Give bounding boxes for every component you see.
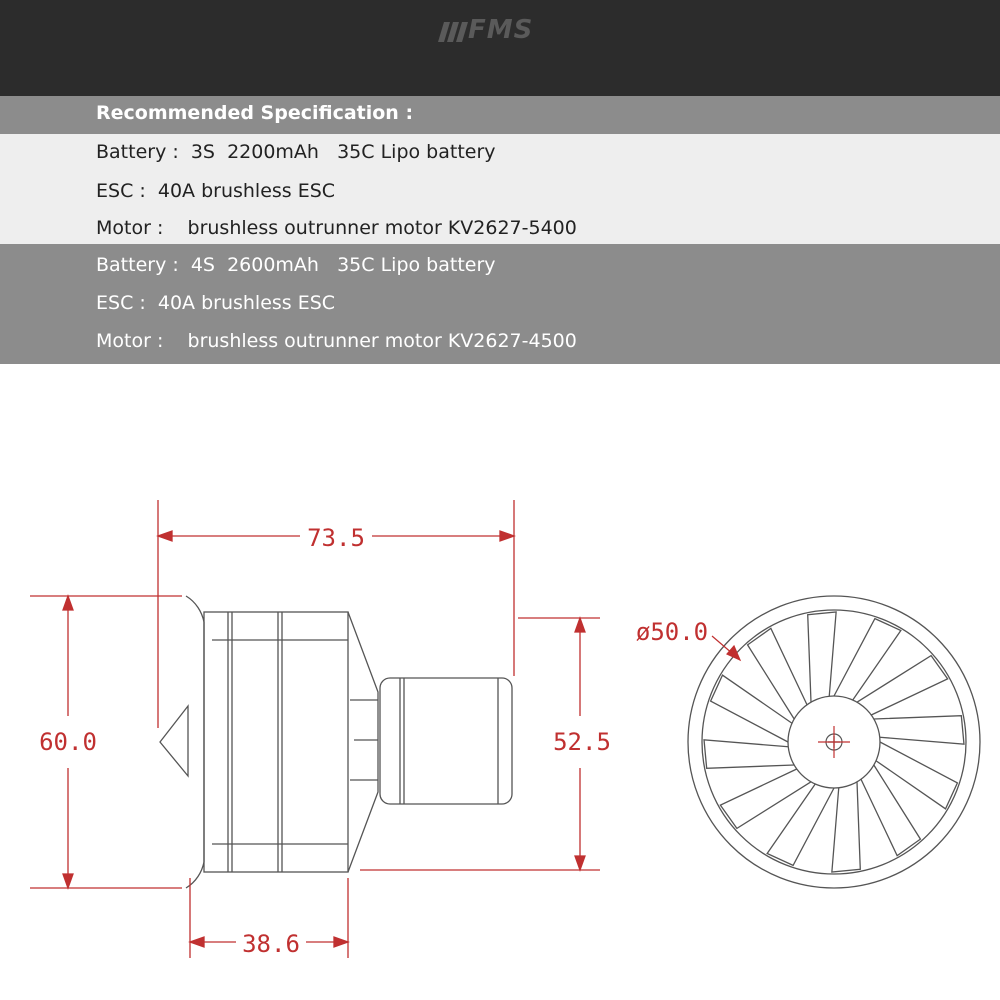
spec-4s-esc: ESC : 40A brushless ESC	[96, 292, 336, 314]
fan-blade	[711, 675, 792, 742]
brand-logo: FMS	[468, 15, 534, 45]
fan-blade	[876, 742, 957, 809]
side-view	[160, 596, 512, 888]
side-dimensions	[30, 500, 600, 958]
spinner-cone	[160, 706, 188, 776]
fan-blade	[748, 628, 807, 719]
spec-4s-motor: Motor : brushless outrunner motor KV2627-4500	[96, 330, 577, 352]
fan-blade	[834, 619, 901, 700]
fan-housing	[204, 612, 348, 872]
spec-3s-esc: ESC : 40A brushless ESC	[96, 180, 336, 202]
spec-3s-battery: Battery : 3S 2200mAh 35C Lipo battery	[96, 141, 496, 163]
fan-blade	[808, 612, 836, 702]
fan-blade	[861, 765, 920, 856]
tail-cone	[348, 612, 378, 872]
dim-height-label: 60.0	[39, 728, 97, 756]
fan-blade	[857, 656, 948, 715]
fan-blade	[832, 782, 860, 872]
dim-diameter-label: ø50.0	[635, 618, 709, 646]
fan-blade	[704, 740, 794, 768]
dim-shroud-label: 38.6	[242, 930, 300, 958]
spec-4s-battery: Battery : 4S 2600mAh 35C Lipo battery	[96, 254, 496, 276]
fan-blade	[767, 784, 834, 865]
fan-blade	[720, 769, 811, 828]
dim-length-label: 73.5	[307, 524, 365, 552]
dim-inner-label: 52.5	[553, 728, 611, 756]
spec-3s-motor: Motor : brushless outrunner motor KV2627-5400	[96, 217, 577, 239]
fms-logo-icon	[436, 20, 470, 44]
fan-blade	[874, 716, 964, 744]
edf-technical-drawing	[0, 364, 1000, 1000]
header-banner	[0, 0, 1000, 96]
spec-title: Recommended Specification :	[96, 102, 414, 124]
inlet-lip	[186, 596, 204, 888]
